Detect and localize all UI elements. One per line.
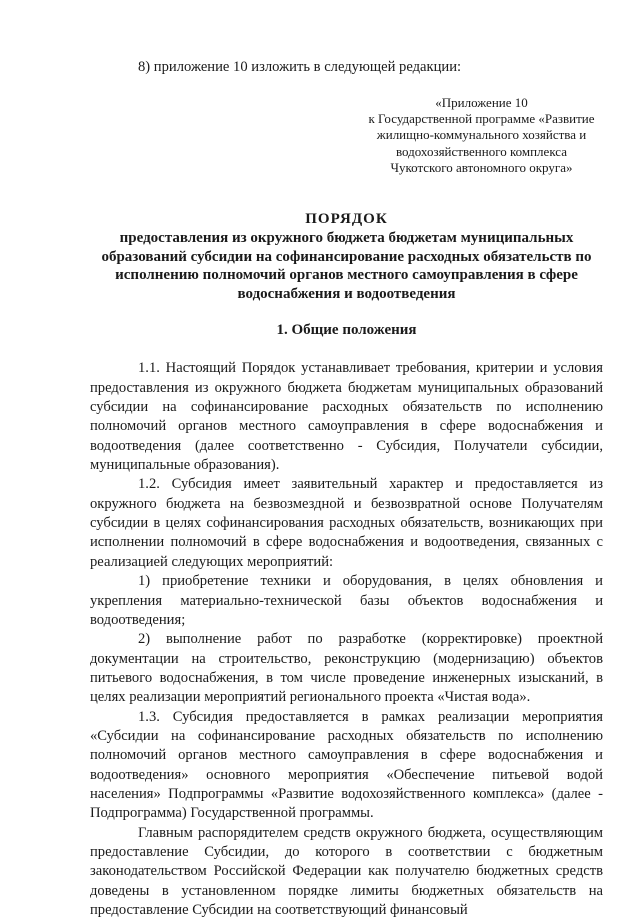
document-title: ПОРЯДОК [305, 211, 388, 228]
paragraph-1-1: 1.1. Настоящий Порядок устанавливает требования, критерии и условия предоставления из окружного бюджета бюджетам муниципальных образований субсидии на софинансирование расходных обязательств по исполнению полномочий органов местного самоуправления в сфере водоснабжения и водоотведения (далее соответственно - Субсидия, Получатели субсидии, муниципальные образования). [90, 360, 603, 474]
subtitle-line: предоставления из окружного бюджета бюджетам муниципальных [119, 230, 574, 247]
subtitle-line: водоснабжения и водоотведения [237, 285, 456, 302]
annex-header-line: Чукотского автономного округа» [390, 159, 573, 175]
section-heading: 1. Общие положения [276, 322, 417, 339]
annex-header-line: водохозяйственного комплекса [395, 143, 568, 159]
amendment-intro: 8) приложение 10 изложить в следующей редакции: [138, 59, 462, 75]
paragraph-item-2: 2) выполнение работ по разработке (корректировке) проектной документации на строительство, реконструкцию (модернизацию) объектов питьевого водоснабжения, в том числе проведение инженерных изысканий, в целях реализации мероприятий регионального проекта «Чистая вода». [90, 631, 603, 706]
annex-header-line: «Приложение 10 [435, 95, 528, 110]
paragraph-chief-administrator: Главным распорядителем средств окружного бюджета, осуществляющим предоставление Субсидии, до которого в соответствии с бюджетным законодательством Российской Федерации как получателю бюджетных средств доведены в установленном порядке лимиты бюджетных обязательств на предоставление Субсидии на соответствующий финансовый [90, 824, 603, 919]
paragraph-item-1: 1) приобретение техники и оборудования, в целях обновления и укрепления материально-технической базы объектов водоснабжения и водоотведения; [90, 573, 603, 628]
annex-header-line: жилищно-коммунального хозяйства и [376, 127, 587, 143]
paragraph-1-2: 1.2. Субсидия имеет заявительный характер и предоставляется из окружного бюджета на безвозмездной и безвозвратной основе Получателям субсидии в целях софинансирования расходных обязательств, возникающих при исполнении полномочий в сфере водоснабжения и водоотведения, связанных с реализацией следующих мероприятий: [90, 476, 603, 570]
document-subtitle [90, 229, 603, 303]
annex-header [90, 95, 603, 176]
subtitle-line: образований субсидии на софинансирование расходных обязательств по [101, 248, 592, 265]
paragraph-1-3: 1.3. Субсидия предоставляется в рамках реализации мероприятия «Субсидии на софинансирование расходных обязательств по исполнению полномочий органов местного самоуправления в сфере водоснабжения и водоотведения» основного мероприятия «Обеспечение питьевой водой населения» Подпрограммы «Развитие водохозяйственного комплекса» (далее - Подпрограмма) Государственной программы. [90, 708, 603, 822]
annex-header-line: к Государственной программе «Развитие [368, 111, 595, 127]
subtitle-line: исполнению полномочий органов местного самоуправления в сфере [115, 267, 578, 284]
document-page [90, 57, 603, 920]
